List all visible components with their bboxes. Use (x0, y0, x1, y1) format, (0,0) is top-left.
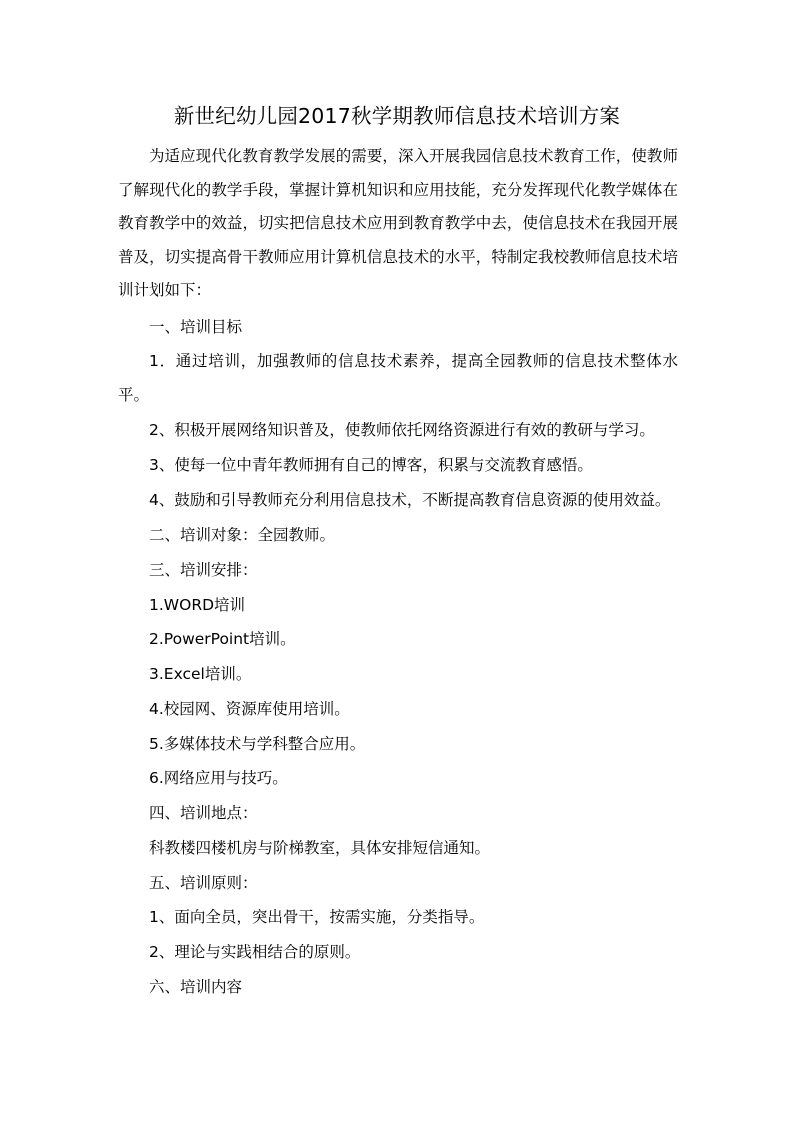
location-text: 科教楼四楼机房与阶梯教室，具体安排短信通知。 (149, 839, 491, 857)
goal-item-1: 1．通过培训，加强教师的信息技术素养，提高全园教师的信息技术整体水平。 (118, 352, 678, 404)
arrangement-item-5: 5.多媒体技术与学科整合应用。 (149, 735, 366, 753)
section-heading-principles: 五、培训原则： (149, 874, 258, 892)
section-heading-content: 六、培训内容 (149, 978, 243, 996)
arrangement-item-4: 4.校园网、资源库使用培训。 (149, 700, 350, 718)
arrangement-item-6: 6.网络应用与技巧。 (149, 769, 288, 787)
section-heading-location: 四、培训地点： (149, 804, 258, 822)
arrangement-item-3: 3.Excel培训。 (149, 665, 252, 683)
document-title: 新世纪幼儿园2017秋学期教师信息技术培训方案 (173, 104, 621, 128)
goal-item-3: 3、使每一位中青年教师拥有自己的博客，积累与交流教育感悟。 (149, 456, 593, 474)
section-heading-goals: 一、培训目标 (149, 318, 243, 336)
intro-paragraph: 为适应现代化教育教学发展的需要，深入开展我园信息技术教育工作，使教师了解现代化的教学手段，掌握计算机知识和应用技能，充分发挥现代化教学媒体在教育教学中的效益，切实把信息技术应用到教育教学中去，使信息技术在我园开展普及，切实提高骨干教师应用计算机信息技术的水平，特制定我校教师信息技术培训计划如下： (118, 147, 678, 299)
arrangement-item-2: 2.PowerPoint培训。 (149, 630, 296, 648)
arrangement-item-1: 1.WORD培训 (149, 596, 246, 614)
section-heading-arrangement: 三、培训安排： (149, 561, 258, 579)
goal-item-2: 2、积极开展网络知识普及，使教师依托网络资源进行有效的教研与学习。 (149, 421, 655, 439)
goal-item-4: 4、鼓励和引导教师充分利用信息技术，不断提高教育信息资源的使用效益。 (149, 491, 671, 509)
principle-item-1: 1、面向全员，突出骨干，按需实施，分类指导。 (149, 908, 485, 926)
principle-item-2: 2、理论与实践相结合的原则。 (149, 943, 361, 961)
section-heading-target: 二、培训对象：全园教师。 (149, 526, 336, 544)
